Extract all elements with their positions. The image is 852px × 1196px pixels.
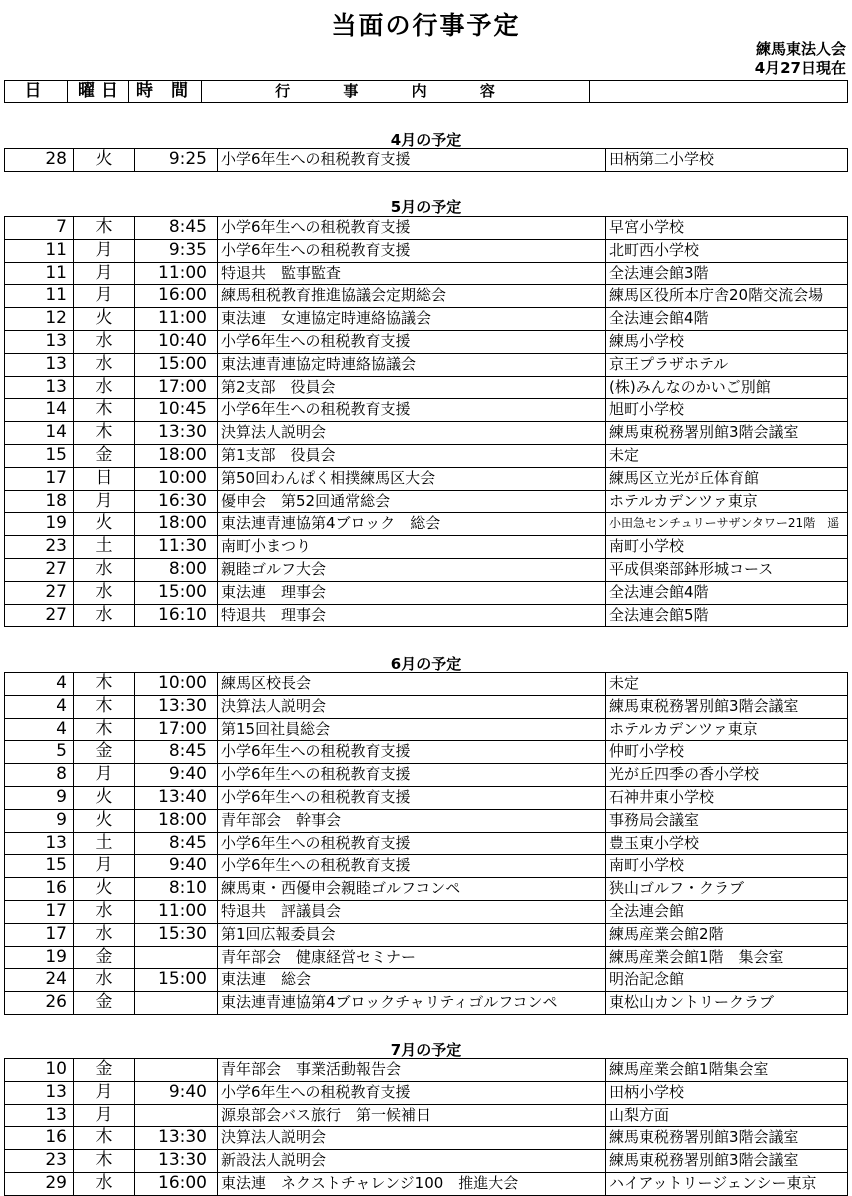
table-row — [5, 262, 848, 285]
cell-event: 東法連青連協第4ブロック 総会 — [218, 513, 606, 536]
cell-place: 田柄第二小学校 — [606, 149, 848, 172]
cell-weekday: 木 — [74, 422, 135, 445]
cell-time: 13:30 — [135, 695, 218, 718]
cell-event: 練馬区校長会 — [218, 673, 606, 696]
schedule-table — [4, 216, 848, 627]
cell-place: 事務局会議室 — [606, 809, 848, 832]
cell-event: 第15回社員総会 — [218, 718, 606, 741]
table-row — [5, 467, 848, 490]
cell-place: 練馬区立光が丘体育館 — [606, 467, 848, 490]
cell-time: 17:00 — [135, 376, 218, 399]
cell-time: 9:40 — [135, 855, 218, 878]
cell-event: 東法連 ネクストチャレンジ100 推進大会 — [218, 1172, 606, 1195]
cell-time: 17:00 — [135, 718, 218, 741]
cell-day: 24 — [5, 969, 74, 992]
section-label: 7月の予定 — [390, 1041, 462, 1059]
cell-day: 29 — [5, 1172, 74, 1195]
cell-day: 23 — [5, 536, 74, 559]
cell-weekday: 火 — [74, 513, 135, 536]
cell-place: 練馬東税務署別館3階会議室 — [606, 1127, 848, 1150]
cell-event: 練馬租税教育推進協議会定期総会 — [218, 285, 606, 308]
table-row — [5, 809, 848, 832]
cell-weekday: 木 — [74, 399, 135, 422]
cell-day: 23 — [5, 1150, 74, 1173]
cell-day: 14 — [5, 399, 74, 422]
cell-event: 小学6年生への租税教育支援 — [218, 399, 606, 422]
cell-event: 東法連 総会 — [218, 969, 606, 992]
schedule-table — [4, 672, 848, 1015]
cell-day: 17 — [5, 923, 74, 946]
cell-day: 19 — [5, 946, 74, 969]
cell-weekday: 土 — [74, 536, 135, 559]
org-block — [755, 40, 846, 78]
cell-weekday: 水 — [74, 581, 135, 604]
cell-day: 17 — [5, 467, 74, 490]
cell-event: 小学6年生への租税教育支援 — [218, 330, 606, 353]
section-label: 5月の予定 — [390, 198, 462, 216]
cell-place: 早宮小学校 — [606, 217, 848, 240]
cell-time: 9:40 — [135, 764, 218, 787]
cell-event: 第1支部 役員会 — [218, 444, 606, 467]
cell-time: 18:00 — [135, 513, 218, 536]
cell-weekday: 木 — [74, 1150, 135, 1173]
table-row — [5, 558, 848, 581]
cell-day: 13 — [5, 832, 74, 855]
cell-place: 練馬東税務署別館3階会議室 — [606, 1150, 848, 1173]
cell-weekday: 月 — [74, 855, 135, 878]
cell-place: 全法連会館4階 — [606, 581, 848, 604]
cell-time: 11:00 — [135, 262, 218, 285]
cell-weekday: 日 — [74, 467, 135, 490]
cell-day: 16 — [5, 1127, 74, 1150]
cell-weekday: 水 — [74, 900, 135, 923]
table-row — [5, 786, 848, 809]
table-row — [5, 741, 848, 764]
cell-place: 京王プラザホテル — [606, 353, 848, 376]
header-event: 行 事 内 容 — [202, 81, 590, 103]
cell-time: 10:45 — [135, 399, 218, 422]
cell-event: 特退共 理事会 — [218, 604, 606, 627]
cell-time: 18:00 — [135, 809, 218, 832]
cell-time: 16:10 — [135, 604, 218, 627]
cell-event: 小学6年生への租税教育支援 — [218, 855, 606, 878]
table-row — [5, 1172, 848, 1195]
section-label: 4月の予定 — [390, 131, 462, 149]
header-time: 時 間 — [129, 81, 202, 103]
cell-time: 8:45 — [135, 741, 218, 764]
table-row — [5, 969, 848, 992]
table-row — [5, 1127, 848, 1150]
cell-event: 東法連 女連協定時連絡協議会 — [218, 308, 606, 331]
cell-day: 4 — [5, 718, 74, 741]
section-label: 6月の予定 — [390, 655, 462, 673]
table-row — [5, 376, 848, 399]
cell-event: 新設法人説明会 — [218, 1150, 606, 1173]
cell-weekday: 水 — [74, 923, 135, 946]
cell-place: 練馬産業会館2階 — [606, 923, 848, 946]
cell-day: 13 — [5, 353, 74, 376]
cell-event: 第1回広報委員会 — [218, 923, 606, 946]
table-row — [5, 285, 848, 308]
cell-time: 18:00 — [135, 444, 218, 467]
cell-day: 14 — [5, 422, 74, 445]
cell-place: 全法連会館4階 — [606, 308, 848, 331]
cell-time: 8:10 — [135, 878, 218, 901]
table-row — [5, 353, 848, 376]
cell-place: 練馬東税務署別館3階会議室 — [606, 422, 848, 445]
cell-weekday: 木 — [74, 718, 135, 741]
cell-place: 豊玉東小学校 — [606, 832, 848, 855]
cell-event: 青年部会 事業活動報告会 — [218, 1059, 606, 1082]
cell-day: 27 — [5, 604, 74, 627]
header-place — [590, 81, 848, 103]
cell-place: 全法連会館5階 — [606, 604, 848, 627]
table-row — [5, 581, 848, 604]
cell-weekday: 月 — [74, 1104, 135, 1127]
cell-weekday: 火 — [74, 149, 135, 172]
cell-weekday: 水 — [74, 558, 135, 581]
table-row — [5, 946, 848, 969]
cell-day: 13 — [5, 1081, 74, 1104]
cell-weekday: 金 — [74, 741, 135, 764]
cell-place: 南町小学校 — [606, 536, 848, 559]
cell-place: 東松山カントリークラブ — [606, 992, 848, 1015]
cell-day: 27 — [5, 558, 74, 581]
schedule-table — [4, 1058, 848, 1196]
cell-place: 練馬産業会館1階集会室 — [606, 1059, 848, 1082]
cell-day: 11 — [5, 239, 74, 262]
cell-day: 4 — [5, 673, 74, 696]
cell-event: 東法連青連協第4ブロックチャリティゴルフコンペ — [218, 992, 606, 1015]
table-row — [5, 1104, 848, 1127]
cell-day: 9 — [5, 786, 74, 809]
cell-weekday: 木 — [74, 695, 135, 718]
header-table — [4, 80, 848, 103]
cell-day: 5 — [5, 741, 74, 764]
cell-place: 全法連会館 — [606, 900, 848, 923]
cell-weekday: 火 — [74, 786, 135, 809]
cell-place: 全法連会館3階 — [606, 262, 848, 285]
cell-place: 北町西小学校 — [606, 239, 848, 262]
cell-place: ホテルカデンツァ東京 — [606, 490, 848, 513]
cell-place: 石神井東小学校 — [606, 786, 848, 809]
cell-event: 第50回わんぱく相撲練馬区大会 — [218, 467, 606, 490]
cell-time — [135, 1104, 218, 1127]
cell-day: 26 — [5, 992, 74, 1015]
cell-day: 11 — [5, 262, 74, 285]
header-weekday: 曜 日 — [68, 81, 129, 103]
cell-time: 16:00 — [135, 285, 218, 308]
cell-time: 11:30 — [135, 536, 218, 559]
cell-event: 特退共 評議員会 — [218, 900, 606, 923]
as-of-date: 4月27日現在 — [754, 59, 846, 77]
table-row — [5, 513, 848, 536]
cell-weekday: 水 — [74, 330, 135, 353]
cell-time: 10:00 — [135, 673, 218, 696]
table-row — [5, 1081, 848, 1104]
cell-place: 旭町小学校 — [606, 399, 848, 422]
cell-day: 18 — [5, 490, 74, 513]
cell-time: 11:00 — [135, 900, 218, 923]
table-row — [5, 399, 848, 422]
cell-day: 12 — [5, 308, 74, 331]
cell-day: 17 — [5, 900, 74, 923]
table-row — [5, 764, 848, 787]
cell-event: 第2支部 役員会 — [218, 376, 606, 399]
cell-time: 9:35 — [135, 239, 218, 262]
cell-day: 4 — [5, 695, 74, 718]
header-row — [5, 81, 848, 103]
cell-time: 11:00 — [135, 308, 218, 331]
cell-event: 小学6年生への租税教育支援 — [218, 239, 606, 262]
table-row — [5, 330, 848, 353]
cell-day: 11 — [5, 285, 74, 308]
cell-event: 特退共 監事監査 — [218, 262, 606, 285]
cell-day: 13 — [5, 1104, 74, 1127]
cell-time: 13:30 — [135, 1150, 218, 1173]
cell-time: 9:25 — [135, 149, 218, 172]
cell-event: 決算法人説明会 — [218, 1127, 606, 1150]
cell-weekday: 火 — [74, 308, 135, 331]
cell-weekday: 月 — [74, 239, 135, 262]
cell-day: 13 — [5, 376, 74, 399]
cell-weekday: 水 — [74, 1172, 135, 1195]
cell-day: 10 — [5, 1059, 74, 1082]
cell-weekday: 土 — [74, 832, 135, 855]
table-row — [5, 855, 848, 878]
cell-day: 15 — [5, 855, 74, 878]
cell-place: 明治記念館 — [606, 969, 848, 992]
table-row — [5, 536, 848, 559]
schedule-table — [4, 148, 848, 172]
table-row — [5, 673, 848, 696]
cell-event: 決算法人説明会 — [218, 422, 606, 445]
table-row — [5, 1059, 848, 1082]
cell-weekday: 水 — [74, 353, 135, 376]
table-row — [5, 149, 848, 172]
table-row — [5, 490, 848, 513]
cell-event: 小学6年生への租税教育支援 — [218, 741, 606, 764]
cell-place: 山梨方面 — [606, 1104, 848, 1127]
cell-weekday: 火 — [74, 878, 135, 901]
table-row — [5, 1150, 848, 1173]
cell-event: 小学6年生への租税教育支援 — [218, 217, 606, 240]
cell-weekday: 金 — [74, 1059, 135, 1082]
cell-time: 10:00 — [135, 467, 218, 490]
cell-weekday: 水 — [74, 604, 135, 627]
cell-event: 小学6年生への租税教育支援 — [218, 149, 606, 172]
cell-time — [135, 1059, 218, 1082]
cell-weekday: 木 — [74, 673, 135, 696]
cell-time: 10:40 — [135, 330, 218, 353]
header-day: 日 — [5, 81, 68, 103]
cell-time: 15:00 — [135, 969, 218, 992]
cell-place: 狭山ゴルフ・クラブ — [606, 878, 848, 901]
cell-event: 南町小まつり — [218, 536, 606, 559]
cell-weekday: 水 — [74, 969, 135, 992]
cell-place: 田柄小学校 — [606, 1081, 848, 1104]
cell-place: 練馬産業会館1階 集会室 — [606, 946, 848, 969]
table-row — [5, 239, 848, 262]
cell-event: 練馬東・西優申会親睦ゴルフコンペ — [218, 878, 606, 901]
table-row — [5, 923, 848, 946]
cell-place: (株)みんなのかいご別館 — [606, 376, 848, 399]
cell-place: 未定 — [606, 673, 848, 696]
table-row — [5, 444, 848, 467]
cell-weekday: 金 — [74, 992, 135, 1015]
cell-time: 15:00 — [135, 353, 218, 376]
cell-event: 源泉部会バス旅行 第一候補日 — [218, 1104, 606, 1127]
cell-weekday: 月 — [74, 764, 135, 787]
cell-day: 7 — [5, 217, 74, 240]
cell-weekday: 金 — [74, 946, 135, 969]
cell-place: 練馬区役所本庁舎20階交流会場 — [606, 285, 848, 308]
cell-place: 光が丘四季の香小学校 — [606, 764, 848, 787]
cell-event: 東法連 理事会 — [218, 581, 606, 604]
cell-event: 小学6年生への租税教育支援 — [218, 764, 606, 787]
cell-day: 28 — [5, 149, 74, 172]
cell-weekday: 月 — [74, 262, 135, 285]
cell-event: 親睦ゴルフ大会 — [218, 558, 606, 581]
cell-day: 8 — [5, 764, 74, 787]
cell-event: 優申会 第52回通常総会 — [218, 490, 606, 513]
cell-event: 小学6年生への租税教育支援 — [218, 832, 606, 855]
cell-event: 青年部会 健康経営セミナー — [218, 946, 606, 969]
cell-weekday: 月 — [74, 285, 135, 308]
table-row — [5, 604, 848, 627]
cell-place: 小田急センチュリーサザンタワー21階 遥 — [606, 513, 848, 536]
cell-time: 16:30 — [135, 490, 218, 513]
table-row — [5, 832, 848, 855]
cell-time — [135, 946, 218, 969]
cell-weekday: 火 — [74, 809, 135, 832]
cell-time — [135, 992, 218, 1015]
cell-time: 16:00 — [135, 1172, 218, 1195]
table-row — [5, 878, 848, 901]
cell-day: 27 — [5, 581, 74, 604]
cell-place: 練馬東税務署別館3階会議室 — [606, 695, 848, 718]
cell-place: ホテルカデンツァ東京 — [606, 718, 848, 741]
cell-place: 仲町小学校 — [606, 741, 848, 764]
cell-time: 8:45 — [135, 832, 218, 855]
cell-place: 練馬小学校 — [606, 330, 848, 353]
table-row — [5, 695, 848, 718]
cell-time: 8:00 — [135, 558, 218, 581]
cell-weekday: 月 — [74, 490, 135, 513]
cell-time: 9:40 — [135, 1081, 218, 1104]
cell-place: 南町小学校 — [606, 855, 848, 878]
table-row — [5, 900, 848, 923]
cell-event: 小学6年生への租税教育支援 — [218, 786, 606, 809]
cell-place: 平成倶楽部鉢形城コース — [606, 558, 848, 581]
table-row — [5, 217, 848, 240]
cell-weekday: 月 — [74, 1081, 135, 1104]
cell-time: 13:30 — [135, 1127, 218, 1150]
cell-time: 8:45 — [135, 217, 218, 240]
cell-weekday: 金 — [74, 444, 135, 467]
cell-event: 決算法人説明会 — [218, 695, 606, 718]
page-title: 当面の行事予定 — [331, 11, 521, 40]
org-name: 練馬東法人会 — [755, 40, 846, 58]
cell-event: 東法連青連協定時連絡協議会 — [218, 353, 606, 376]
cell-time: 15:00 — [135, 581, 218, 604]
table-row — [5, 308, 848, 331]
cell-day: 9 — [5, 809, 74, 832]
cell-time: 13:40 — [135, 786, 218, 809]
cell-time: 13:30 — [135, 422, 218, 445]
cell-day: 13 — [5, 330, 74, 353]
table-row — [5, 718, 848, 741]
table-row — [5, 992, 848, 1015]
cell-day: 16 — [5, 878, 74, 901]
cell-weekday: 木 — [74, 1127, 135, 1150]
cell-day: 19 — [5, 513, 74, 536]
cell-weekday: 水 — [74, 376, 135, 399]
cell-time: 15:30 — [135, 923, 218, 946]
cell-day: 15 — [5, 444, 74, 467]
cell-place: 未定 — [606, 444, 848, 467]
cell-weekday: 木 — [74, 217, 135, 240]
cell-event: 青年部会 幹事会 — [218, 809, 606, 832]
cell-place: ハイアットリージェンシー東京 — [606, 1172, 848, 1195]
cell-event: 小学6年生への租税教育支援 — [218, 1081, 606, 1104]
table-row — [5, 422, 848, 445]
